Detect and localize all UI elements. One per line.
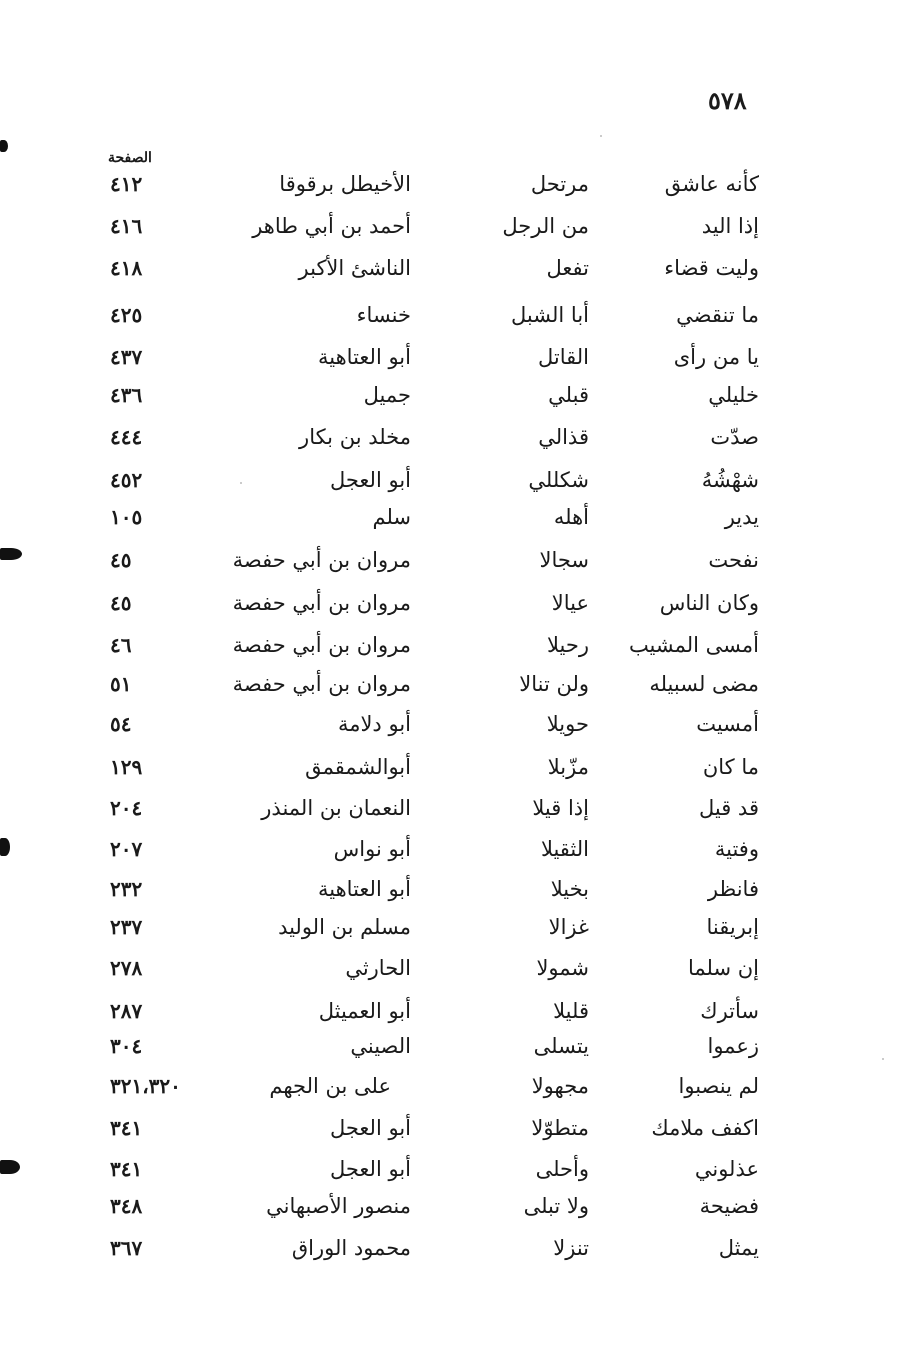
rhyme-word: رحيلا xyxy=(547,633,589,657)
table-row xyxy=(0,460,909,500)
first-words: كأنه عاشق xyxy=(664,172,759,196)
table-row xyxy=(0,625,909,665)
poet-name: مروان بن أبي حفصة xyxy=(232,672,411,696)
rhyme-word: مجهولا xyxy=(531,1074,589,1098)
first-words: يدير xyxy=(724,505,759,529)
rhyme-word: غزالا xyxy=(548,915,589,939)
rhyme-word: أبا الشبل xyxy=(511,303,589,327)
poet-name: مروان بن أبي حفصة xyxy=(232,591,411,615)
poet-name: الناشئ الأكبر xyxy=(298,256,411,280)
table-row xyxy=(0,1108,909,1148)
page-ref: ٤٥ xyxy=(110,591,132,615)
rhyme-word: وأحلى xyxy=(535,1157,589,1181)
page-ref: ١٠٥ xyxy=(110,505,143,529)
page-ref: ٤٦ xyxy=(110,633,132,657)
rhyme-word: حويلا xyxy=(546,712,589,736)
first-words: نفحت xyxy=(708,548,759,572)
table-row xyxy=(0,248,909,288)
first-words: اكفف ملامك xyxy=(651,1116,759,1140)
table-row xyxy=(0,295,909,335)
page-ref: ٣٦٧ xyxy=(110,1236,143,1260)
rhyme-word: القاتل xyxy=(537,345,589,369)
poet-name: منصور الأصبهاني xyxy=(266,1194,411,1218)
page-ref: ١٢٩ xyxy=(110,755,143,779)
rhyme-word: شمولا xyxy=(536,956,589,980)
poet-name: الأخيطل برقوقا xyxy=(279,172,411,196)
poet-name: جميل xyxy=(363,383,411,407)
page-ref: ٢٣٢ xyxy=(110,877,143,901)
scan-margin-mark xyxy=(0,838,10,856)
poet-name: أبو العتاهية xyxy=(318,345,411,369)
first-words: قد قيل xyxy=(698,796,759,820)
first-words: شهْشُهُ xyxy=(701,468,759,492)
table-row xyxy=(0,1228,909,1268)
rhyme-word: أهله xyxy=(553,505,589,529)
first-words: زعموا xyxy=(707,1034,759,1058)
table-row xyxy=(0,664,909,704)
page-ref: ٤٥ xyxy=(110,548,132,572)
poet-name: أبو العجل xyxy=(329,468,411,492)
rhyme-word: ولا تبلى xyxy=(523,1194,589,1218)
table-row xyxy=(0,704,909,744)
page-ref: ٢٧٨ xyxy=(110,956,143,980)
poet-name: أبو نواس xyxy=(333,837,411,861)
rhyme-word: متطوّلا xyxy=(531,1116,589,1140)
first-words: سأترك xyxy=(700,999,759,1023)
poet-name: الحارثي xyxy=(345,956,411,980)
column-header-page: الصفحة xyxy=(108,150,152,166)
rhyme-word: بخيلا xyxy=(550,877,589,901)
poet-name: مروان بن أبي حفصة xyxy=(232,633,411,657)
rhyme-word: سجالا xyxy=(539,548,589,572)
rhyme-word: عيالا xyxy=(551,591,589,615)
poet-name: أبو العميثل xyxy=(318,999,411,1023)
first-words: وليت قضاء xyxy=(664,256,759,280)
table-row xyxy=(0,1186,909,1226)
rhyme-word: تفعل xyxy=(546,256,589,280)
table-row xyxy=(0,583,909,623)
poet-name: أحمد بن أبي طاهر xyxy=(252,214,411,238)
rhyme-word: الثقيلا xyxy=(540,837,589,861)
poet-name: مسلم بن الوليد xyxy=(278,915,411,939)
first-words: وكان الناس xyxy=(659,591,759,615)
scan-speck xyxy=(882,1058,884,1060)
page-ref: ٤٢٥ xyxy=(110,303,143,327)
table-row xyxy=(0,1026,909,1066)
poet-name: محمود الوراق xyxy=(291,1236,411,1260)
table-row xyxy=(0,164,909,204)
scan-margin-mark xyxy=(0,548,22,560)
poet-name: أبو العتاهية xyxy=(318,877,411,901)
first-words: صدّت xyxy=(710,425,759,449)
page-ref: ٢٨٧ xyxy=(110,999,143,1023)
table-row xyxy=(0,747,909,787)
page-ref: ٤١٦ xyxy=(110,214,143,238)
poet-name: مخلد بن بكار xyxy=(299,425,411,449)
first-words: يا من رأى xyxy=(673,345,759,369)
scan-margin-mark xyxy=(0,1160,20,1174)
page-ref: ٣٤٨ xyxy=(110,1194,143,1218)
rhyme-word: من الرجل xyxy=(502,214,589,238)
first-words: خليلي xyxy=(708,383,759,407)
page-ref: ٤٤٤ xyxy=(110,425,143,449)
page-ref: ٣٤١ xyxy=(110,1157,143,1181)
table-row xyxy=(0,540,909,580)
rhyme-word: شكللي xyxy=(528,468,589,492)
table-row xyxy=(0,417,909,457)
table-row xyxy=(0,1066,909,1106)
poet-name: الصيني xyxy=(350,1034,411,1058)
scan-speck xyxy=(600,135,602,137)
first-words: وفتية xyxy=(714,837,759,861)
table-row xyxy=(0,1149,909,1189)
page-ref: ٥٤ xyxy=(110,712,132,736)
poet-name: مروان بن أبي حفصة xyxy=(232,548,411,572)
rhyme-word: ولن تنالا xyxy=(519,672,589,696)
table-row xyxy=(0,869,909,909)
page-ref: ٣٤١ xyxy=(110,1116,143,1140)
poet-name: أبو دلامة xyxy=(337,712,411,736)
poet-name: سلم xyxy=(372,505,411,529)
page-ref: ٤٥٢ xyxy=(110,468,143,492)
page-ref: ٣٢١،٣٢٠ xyxy=(110,1074,181,1098)
first-words: مضى لسبيله xyxy=(649,672,759,696)
rhyme-word: مرتحل xyxy=(530,172,589,196)
page-number: ٥٧٨ xyxy=(708,86,747,115)
page-ref: ٤١٨ xyxy=(110,256,143,280)
poet-name: أبو العجل xyxy=(329,1157,411,1181)
first-words: إذا اليد xyxy=(701,214,759,238)
rhyme-word: قبلي xyxy=(548,383,589,407)
poet-name: على بن الجهم xyxy=(269,1074,391,1098)
scan-speck xyxy=(240,482,242,484)
first-words: أمسيت xyxy=(696,712,759,736)
rhyme-word: قليلا xyxy=(553,999,589,1023)
first-words: عذلوني xyxy=(694,1157,759,1181)
first-words: ما كان xyxy=(702,755,759,779)
rhyme-word: مزّبلا xyxy=(547,755,589,779)
page-ref: ٤١٢ xyxy=(110,172,143,196)
poet-name: النعمان بن المنذر xyxy=(261,796,411,820)
table-row xyxy=(0,829,909,869)
table-row xyxy=(0,375,909,415)
poet-name: خنساء xyxy=(356,303,411,327)
first-words: إن سلما xyxy=(687,956,759,980)
page-ref: ٣٠٤ xyxy=(110,1034,143,1058)
first-words: ما تنقضي xyxy=(676,303,759,327)
table-row xyxy=(0,788,909,828)
table-row xyxy=(0,206,909,246)
page-ref: ٢٠٤ xyxy=(110,796,143,820)
page-ref: ٤٣٧ xyxy=(110,345,143,369)
first-words: يمثل xyxy=(718,1236,759,1260)
first-words: فضيحة xyxy=(699,1194,759,1218)
first-words: إبريقنا xyxy=(706,915,759,939)
first-words: أمسى المشيب xyxy=(628,633,759,657)
table-row xyxy=(0,497,909,537)
page-ref: ٤٣٦ xyxy=(110,383,143,407)
page-ref: ٢٣٧ xyxy=(110,915,143,939)
table-row xyxy=(0,337,909,377)
rhyme-word: إذا قيلا xyxy=(532,796,589,820)
rhyme-word: يتسلى xyxy=(533,1034,589,1058)
table-row xyxy=(0,991,909,1031)
table-row xyxy=(0,907,909,947)
page-ref: ٢٠٧ xyxy=(110,837,143,861)
scan-margin-mark xyxy=(0,140,8,152)
page-ref: ٥١ xyxy=(110,672,132,696)
first-words: فانظر xyxy=(707,877,759,901)
poet-name: أبو العجل xyxy=(329,1116,411,1140)
first-words: لم ينصبوا xyxy=(678,1074,759,1098)
poet-name: أبوالشمقمق xyxy=(305,755,411,779)
table-row xyxy=(0,948,909,988)
rhyme-word: قذالي xyxy=(538,425,589,449)
rhyme-word: تنزلا xyxy=(553,1236,589,1260)
